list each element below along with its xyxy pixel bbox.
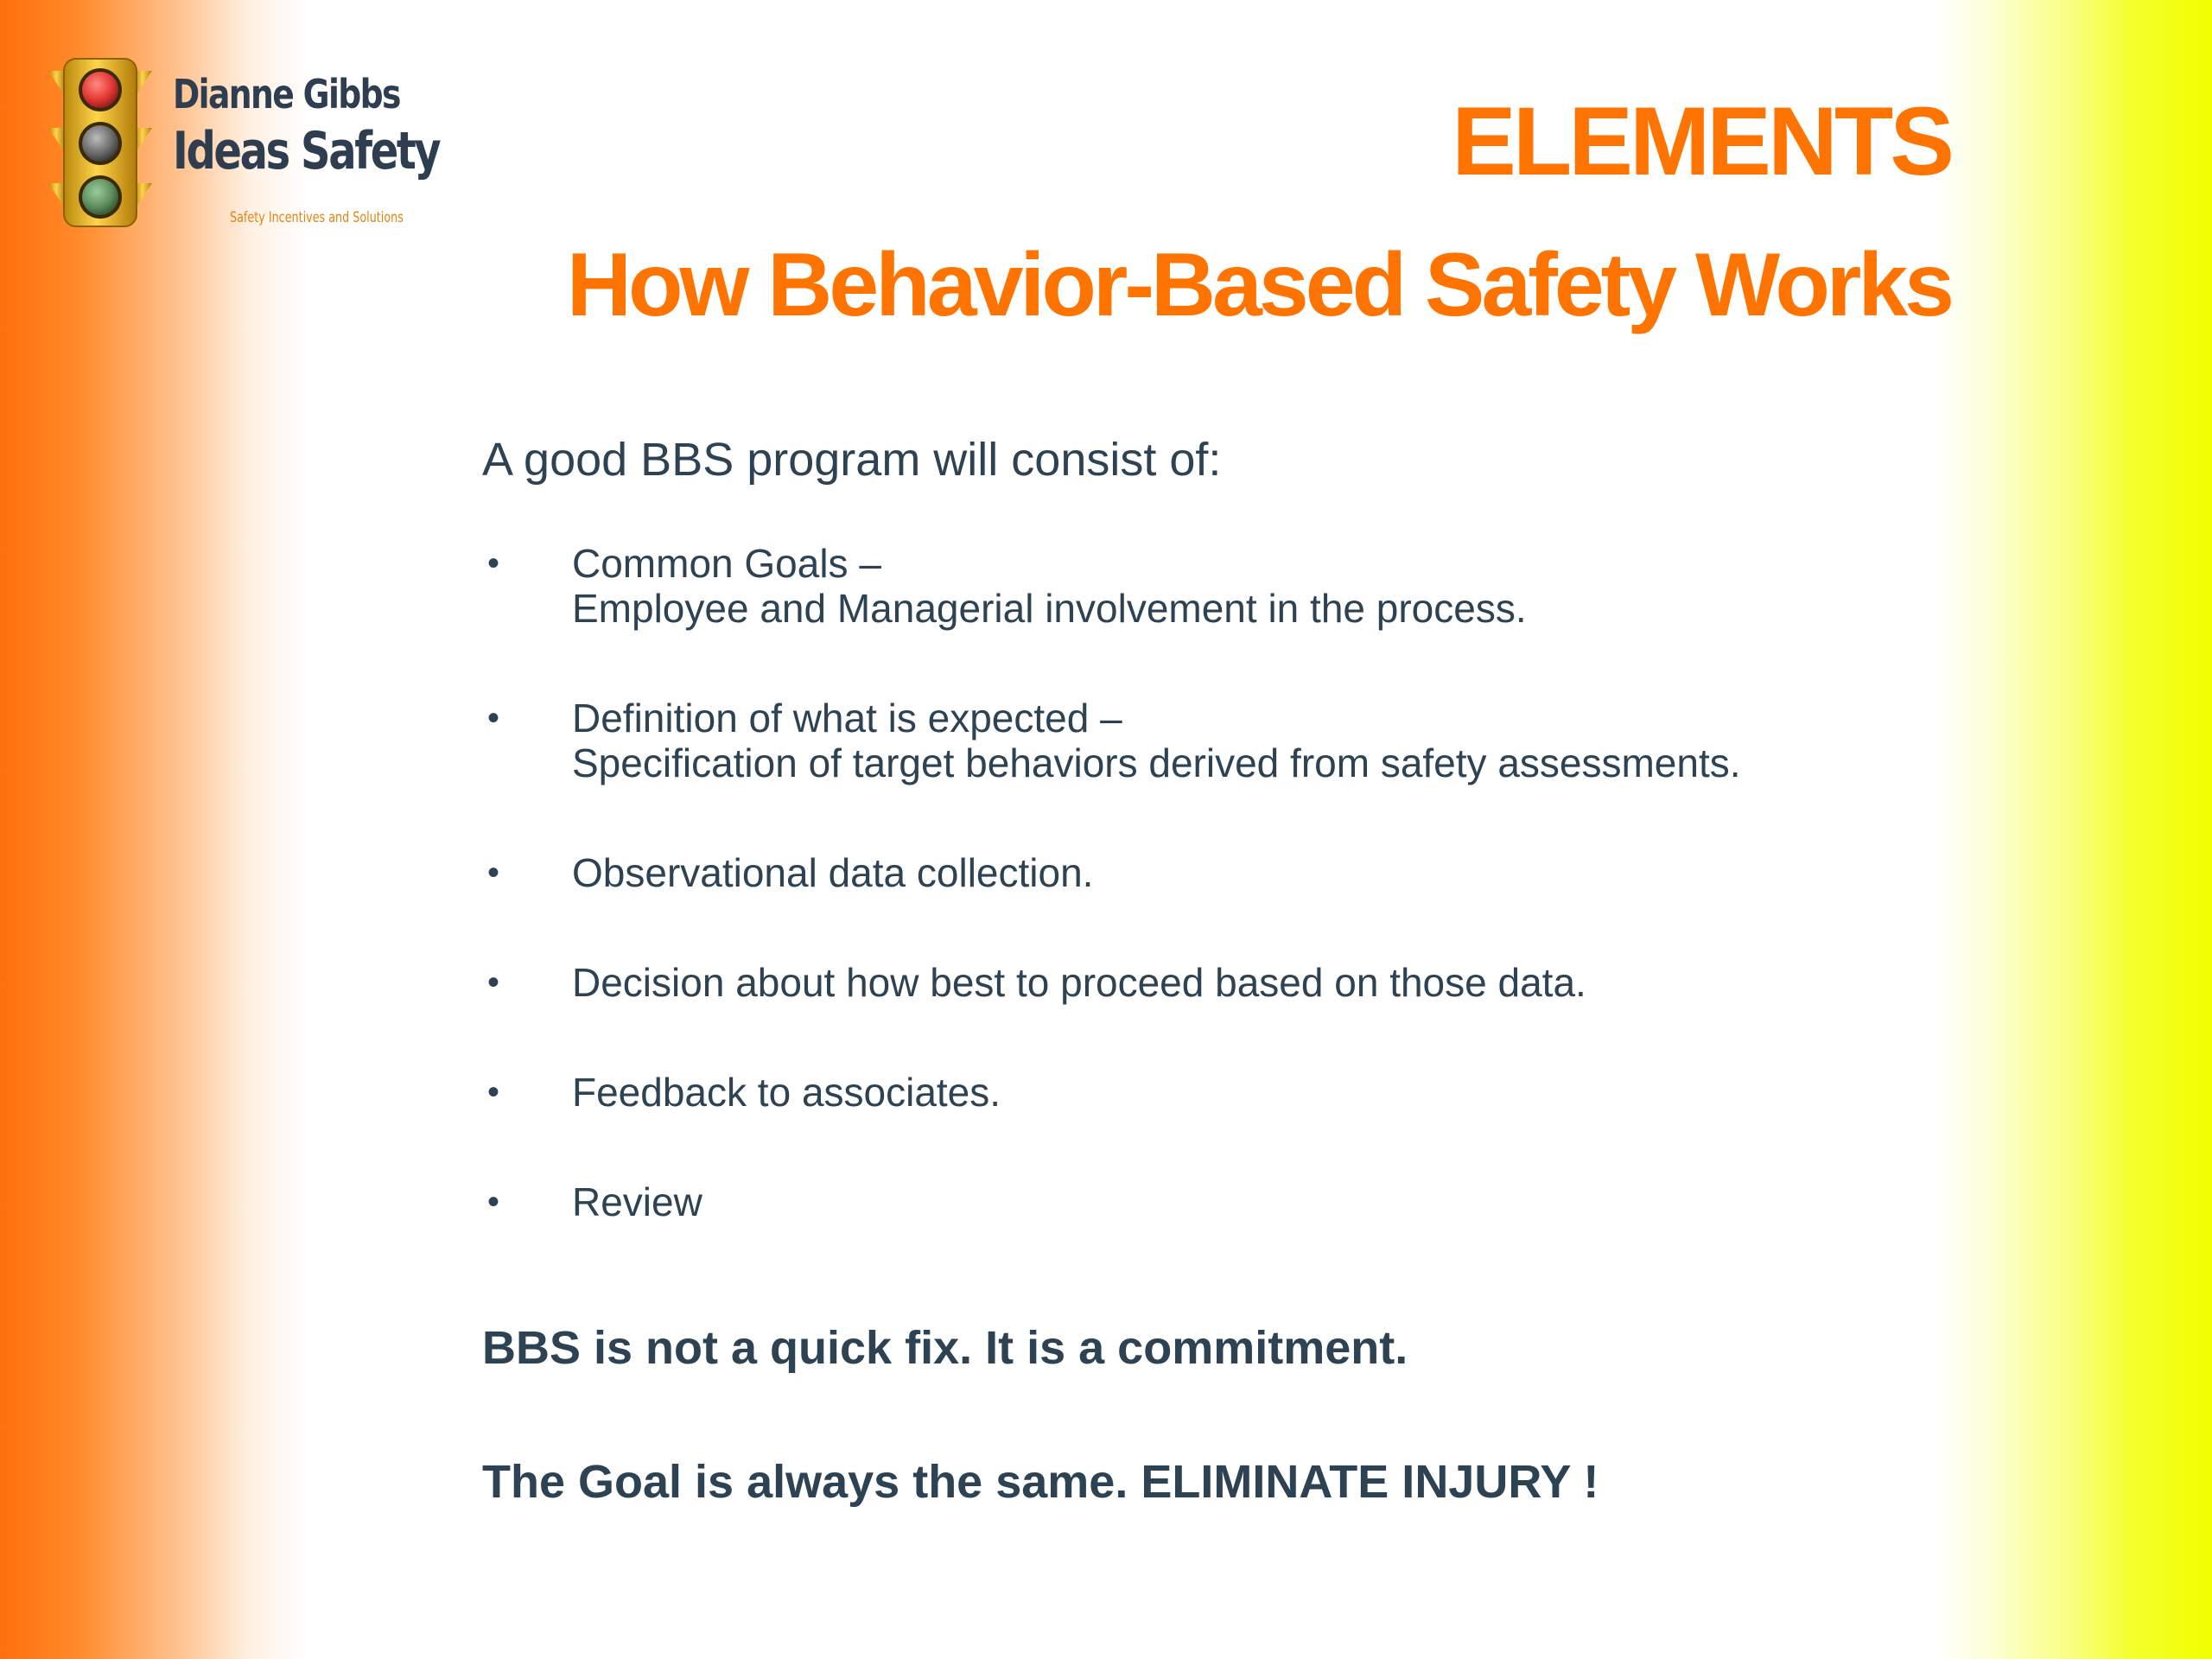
- logo-tagline: Safety Incentives and Solutions: [230, 209, 404, 226]
- bullet-dot-icon: •: [487, 1183, 500, 1221]
- bullet-list: [482, 541, 1951, 1289]
- bullet-heading: Observational data collection.: [572, 850, 1094, 895]
- bullet-detail: Employee and Managerial involvement in the process.: [572, 586, 1527, 631]
- bullet-heading: Common Goals –: [572, 541, 881, 586]
- bullet-detail: Specification of target behaviors derived from safety assessments.: [572, 741, 1741, 785]
- bullet-dot-icon: •: [487, 699, 500, 737]
- bullet-dot-icon: •: [487, 854, 500, 892]
- bullet-dot-icon: •: [487, 1073, 500, 1111]
- slide-title: ELEMENTS: [1452, 87, 1951, 195]
- list-item: [482, 1179, 1951, 1224]
- list-item: [482, 1070, 1951, 1115]
- list-item: [482, 960, 1951, 1005]
- logo-name: Dianne Gibbs: [173, 71, 400, 118]
- list-item: [482, 696, 1951, 785]
- traffic-light-icon: [45, 54, 156, 231]
- commitment-statement: BBS is not a quick fix. It is a commitment.: [482, 1322, 1408, 1374]
- goal-statement: The Goal is always the same. ELIMINATE INJURY !: [482, 1456, 1599, 1508]
- bullet-heading: Feedback to associates.: [572, 1070, 1001, 1115]
- list-item: [482, 850, 1951, 895]
- bullet-dot-icon: •: [487, 544, 500, 582]
- bullet-heading: Decision about how best to proceed based on those data.: [572, 960, 1586, 1005]
- bullet-heading: Review: [572, 1179, 702, 1224]
- logo-brand: Ideas Safety: [173, 121, 440, 181]
- intro-text: A good BBS program will consist of:: [482, 434, 1222, 486]
- list-item: [482, 541, 1951, 631]
- company-logo: [45, 54, 460, 235]
- bullet-heading: Definition of what is expected –: [572, 696, 1122, 741]
- slide-subtitle: How Behavior-Based Safety Works: [566, 235, 1951, 335]
- bullet-dot-icon: •: [487, 963, 500, 1001]
